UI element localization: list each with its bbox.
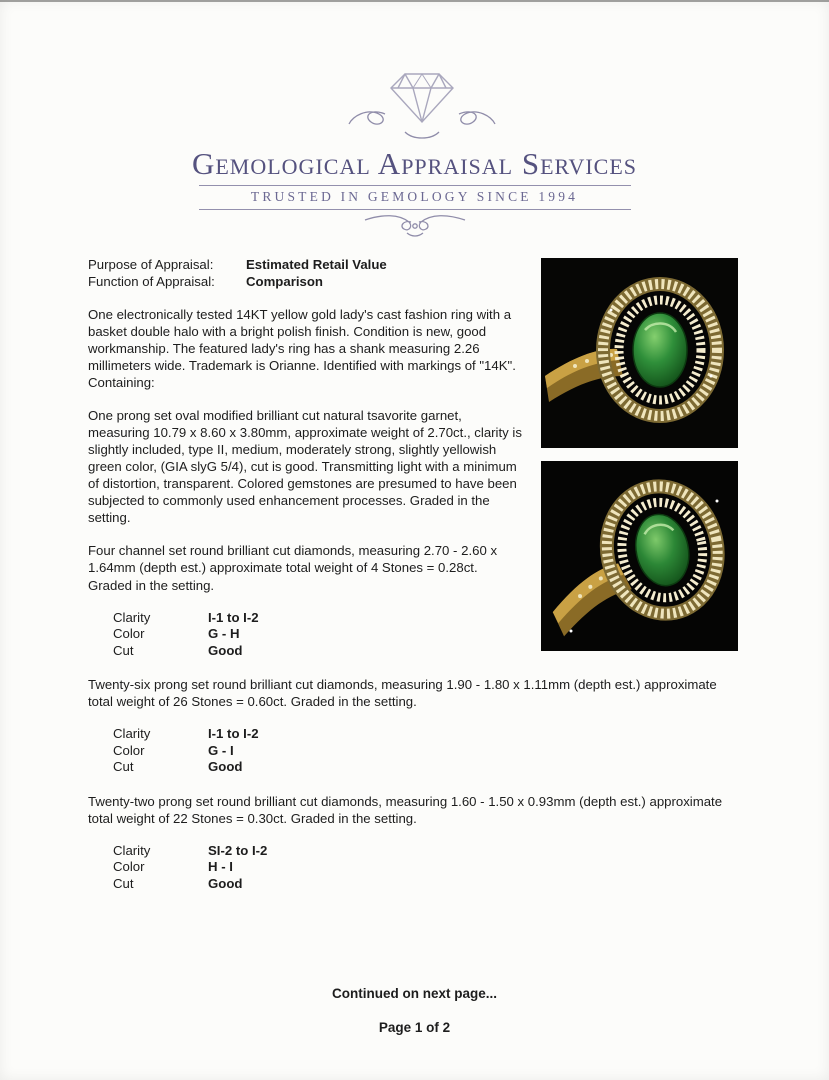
paragraph-ring-description: One electronically tested 14KT yellow gold lady's cast fashion ring with a basket double halo with a bright polish finish. Condition is new, good workmanship. The featured lady's ring has a shank measuring 2.26 millimeters wide. Trademark is Orianne. Identified with markings of "14K". Containing: xyxy=(88,307,516,391)
grade-row xyxy=(113,759,738,776)
paragraph-tsavorite-garnet: One prong set oval modified brilliant cut natural tsavorite garnet, measuring 10.79 x 8.60 x 3.80mm, approximate weight of 2.70ct., clarity is slightly included, type II, medium, moderately strong, slightly yellowish green color, (GIA slyG 5/4), cut is good. Transmitting light with a minimum of distortion, transparent. Colored gemstones are presumed to have been subjected to commonly used enhancement processes. Graded in the setting. xyxy=(88,408,522,526)
cut-label: Cut xyxy=(113,759,134,775)
color-value: G - H xyxy=(208,626,240,642)
photo-column xyxy=(541,258,738,664)
paragraph-twentytwo-diamonds: Twenty-two prong set round brilliant cut diamonds, measuring 1.60 - 1.50 x 0.93mm (depth est.) approximate total weight of 22 Stones = 0.30ct. Graded in the setting. xyxy=(88,793,723,826)
purpose-label: Purpose of Appraisal: xyxy=(88,257,214,272)
grade-block-3 xyxy=(113,843,738,893)
clarity-label: Clarity xyxy=(113,842,151,858)
color-label: Color xyxy=(113,859,145,875)
divider-bottom xyxy=(199,209,631,210)
scan-edge-artifact xyxy=(0,0,829,2)
divider-top xyxy=(199,185,631,186)
function-row xyxy=(88,273,523,290)
function-label: Function of Appraisal: xyxy=(88,274,215,290)
grade-row xyxy=(113,610,523,627)
color-value: H - I xyxy=(208,859,233,875)
clarity-value: I-1 to I-2 xyxy=(208,726,259,742)
grade-row xyxy=(113,626,523,643)
cut-label: Cut xyxy=(113,875,134,891)
color-value: G - I xyxy=(208,742,234,758)
clarity-label: Clarity xyxy=(113,726,151,742)
page-number: Page 1 of 2 xyxy=(378,1020,451,1035)
grade-row xyxy=(113,843,738,860)
ring-photo-top xyxy=(541,258,738,448)
purpose-value: Estimated Retail Value xyxy=(246,257,387,272)
cut-value: Good xyxy=(208,875,243,891)
grade-row xyxy=(113,743,738,760)
paragraph-channel-set-diamonds: Four channel set round brilliant cut diamonds, measuring 2.70 - 2.60 x 1.64mm (depth est.) approximate total weight of 4 Stones = 0.28ct. Graded in the setting. xyxy=(88,543,498,593)
continued-note: Continued on next page... xyxy=(332,986,497,1001)
function-value: Comparison xyxy=(246,274,323,290)
grade-row xyxy=(113,726,738,743)
clarity-value: I-1 to I-2 xyxy=(208,609,259,625)
brand-title: Gemological Appraisal Services xyxy=(191,146,638,181)
paragraph-twentysix-diamonds: Twenty-six prong set round brilliant cut diamonds, measuring 1.90 - 1.80 x 1.11mm (depth est.) approximate total weight of 26 Stones = 0.60ct. Graded in the setting. xyxy=(88,677,717,710)
clarity-value: SI-2 to I-2 xyxy=(208,842,268,858)
document-header xyxy=(0,70,829,238)
grade-block-2 xyxy=(113,726,738,776)
brand-tagline: TRUSTED IN GEMOLOGY SINCE 1994 xyxy=(250,188,579,204)
purpose-row xyxy=(88,256,523,273)
cut-value: Good xyxy=(208,642,243,658)
cut-value: Good xyxy=(208,759,243,775)
scroll-ornament-icon xyxy=(355,212,475,238)
clarity-label: Clarity xyxy=(113,609,151,625)
color-label: Color xyxy=(113,626,145,642)
ring-photo-bottom xyxy=(541,461,738,651)
color-label: Color xyxy=(113,742,145,758)
grade-row xyxy=(113,643,523,660)
report-body xyxy=(88,256,738,909)
diamond-logo-icon xyxy=(305,70,525,148)
cut-label: Cut xyxy=(113,642,134,658)
grade-row xyxy=(113,859,738,876)
grade-row xyxy=(113,876,738,893)
